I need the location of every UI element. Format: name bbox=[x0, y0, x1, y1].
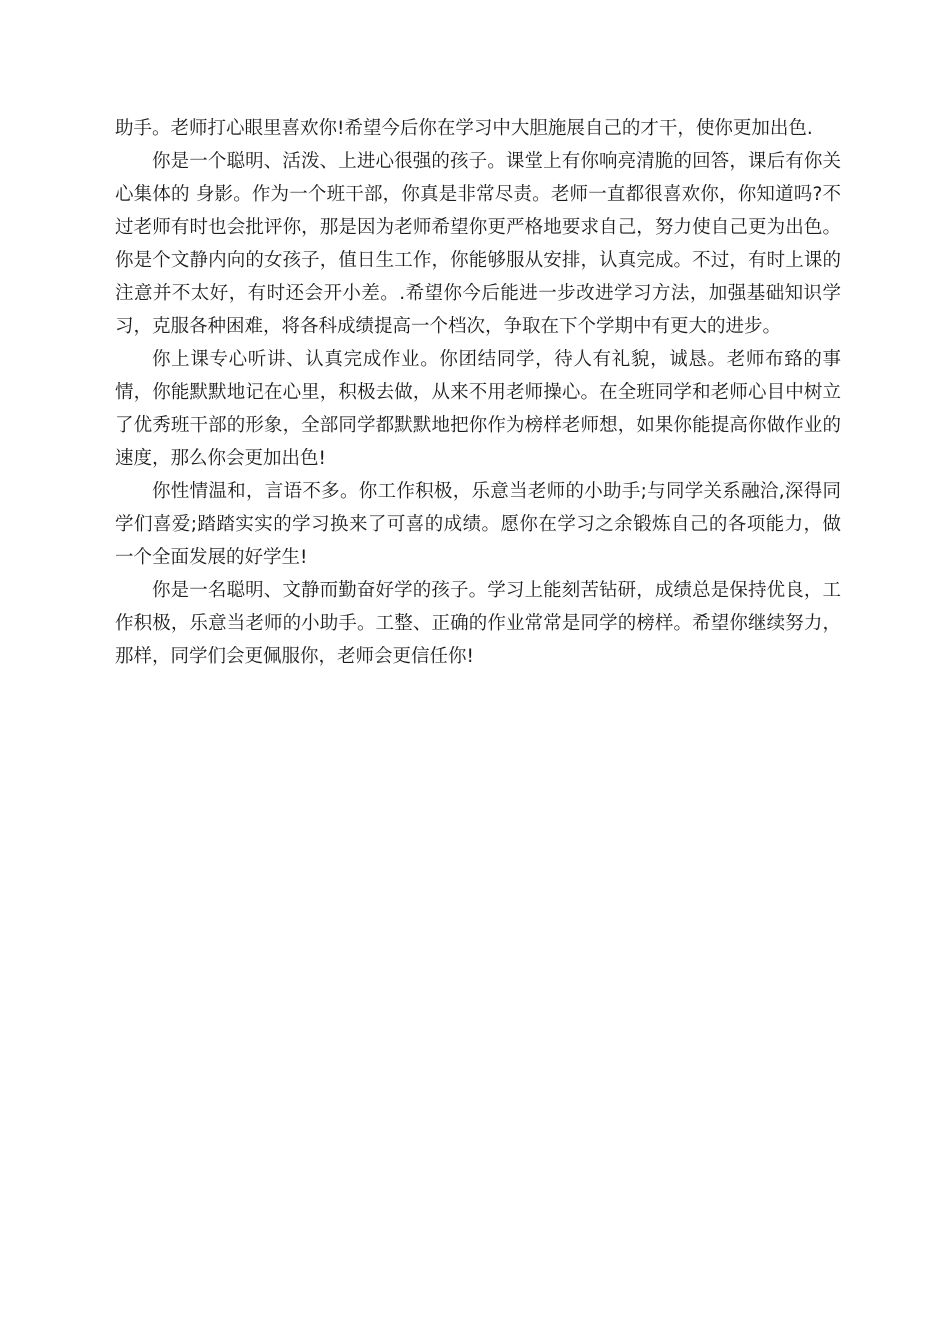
paragraph-comment-2: 你是一个聪明、活泼、上进心很强的孩子。课堂上有你响亮清脆的回答，课后有你关心集体的 身影。作为一个班干部，你真是非常尽责。老师一直都很喜欢你，你知道吗?不过老师有时也会批评你，那是因为老师希望你更严格地要求自己，努力使自己更为出色。你是个文静内向的女孩子，值日生工作，你能够服从安排，认真完成。不过，有时上课的注意并不太好，有时还会开小差。.希望你今后能进一步改进学习方法，加强基础知识学习，克服各种困难，将各科成绩提高一个档次，争取在下个学期中有更大的进步。 bbox=[115, 151, 841, 337]
paragraph-comment-4: 你性情温和，言语不多。你工作积极，乐意当老师的小助手;与同学关系融洽,深得同学们喜爱;踏踏实实的学习换来了可喜的成绩。愿你在学习之余锻炼自己的各项能力，做一个全面发展的好学生! bbox=[115, 481, 841, 568]
paragraph-comment-3: 你上课专心听讲、认真完成作业。你团结同学，待人有礼貌，诚恳。老师布臵的事情，你能默默地记在心里，积极去做，从来不用老师操心。在全班同学和老师心目中树立了优秀班干部的形象，全部同学都默默地把你作为榜样老师想，如果你能提高你做作业的速度，那么你会更加出色! bbox=[115, 349, 841, 469]
document-body bbox=[115, 112, 841, 673]
paragraph-comment-5: 你是一名聪明、文静而勤奋好学的孩子。学习上能刻苦钻研，成绩总是保持优良，工作积极，乐意当老师的小助手。工整、正确的作业常常是同学的榜样。希望你继续努力，那样，同学们会更佩服你，老师会更信任你! bbox=[115, 580, 841, 667]
paragraph-continuation: 助手。老师打心眼里喜欢你!希望今后你在学习中大胆施展自己的才干，使你更加出色. bbox=[115, 118, 813, 139]
